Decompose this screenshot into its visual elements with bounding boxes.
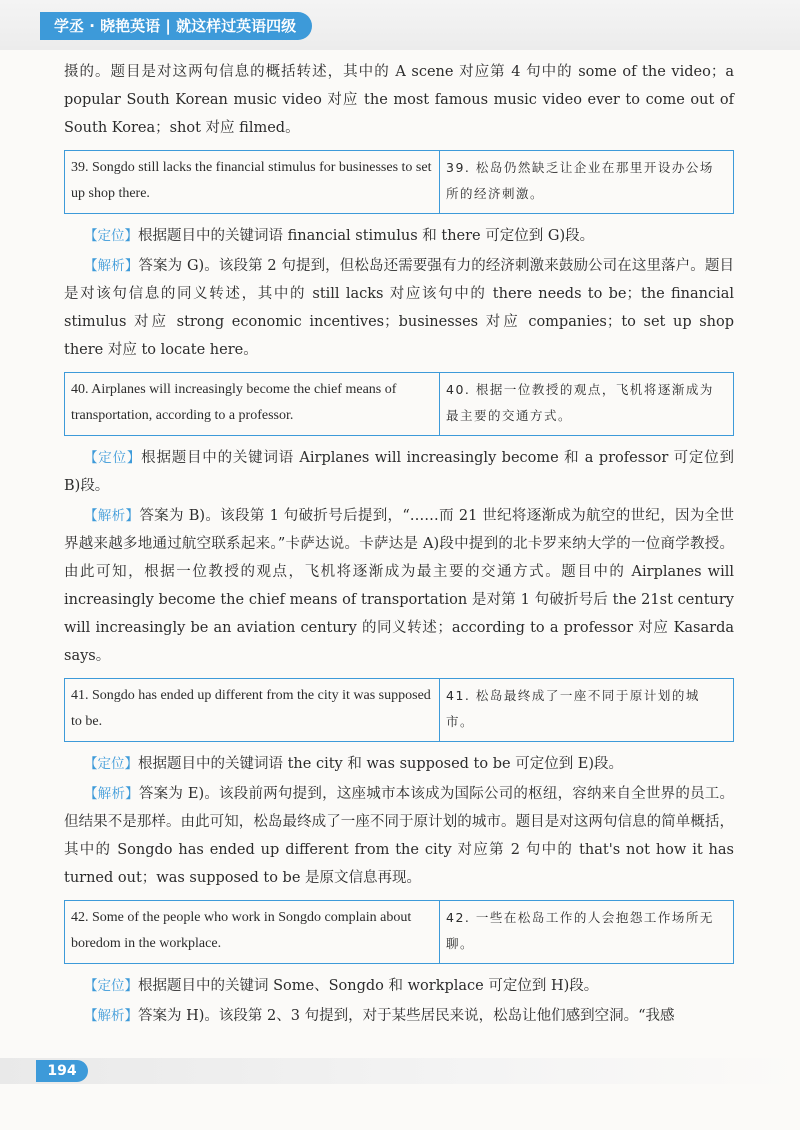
locate-paragraph [64,750,734,778]
locate-text: 根据题目中的关键词语 Airplanes will increasingly become 和 a professor 可定位到 B)段。 [64,450,735,494]
question-zh: 41. 松岛最终成了一座不同于原计划的城市。 [440,679,734,742]
analysis-label: 【解析】 [84,786,139,802]
question-en: 41. Songdo has ended up different from the city it was supposed to be. [65,679,440,742]
page-content [64,58,734,1032]
question-en: 42. Some of the people who work in Songdo complain about boredom in the workplace. [65,901,440,964]
locate-text: 根据题目中的关键词语 financial stimulus 和 there 可定位到 G)段。 [138,228,595,244]
page-number: 194 [36,1060,88,1082]
locate-text: 根据题目中的关键词 Some、Songdo 和 workplace 可定位到 H)段。 [138,978,599,994]
analysis-text: 答案为 E)。该段前两句提到，这座城市本该成为国际公司的枢纽，容纳来自全世界的员工。但结果不是那样。由此可知，松岛最终成了一座不同于原计划的城市。题目是对这两句信息的简单概括，其中的 Songdo has ended up different from the city 对应第 2 句中的 that's not how it has turned out；was supposed to be 是原文信息再现。 [64,786,735,886]
locate-label: 【定位】 [84,228,138,244]
analysis-text: 答案为 G)。该段第 2 句提到，但松岛还需要强有力的经济刺激来鼓励公司在这里落户。题目是对该句信息的同义转述，其中的 still lacks 对应该句中的 there needs to be；the financial stimulus 对应 strong economic incentives；businesses 对应 companies；to set up shop there 对应 to locate here。 [64,258,734,358]
question-box-42 [64,900,734,964]
intro-paragraph: 摄的。题目是对这两句信息的概括转述，其中的 A scene 对应第 4 句中的 some of the video；a popular South Korean music video 对应 the most famous music video ever to come out of South Korea；shot 对应 filmed。 [64,64,734,136]
question-en: 39. Songdo still lacks the financial stimulus for businesses to set up shop there. [65,151,440,214]
locate-label: 【定位】 [84,978,138,994]
question-zh: 40. 根据一位教授的观点，飞机将逐渐成为最主要的交通方式。 [440,373,734,436]
analysis-text: 答案为 H)。该段第 2、3 句提到，对于某些居民来说，松岛让他们感到空洞。“我感 [138,1008,675,1024]
question-zh: 42. 一些在松岛工作的人会抱怨工作场所无聊。 [440,901,734,964]
locate-paragraph [64,444,734,500]
question-zh: 39. 松岛仍然缺乏让企业在那里开设办公场所的经济刺激。 [440,151,734,214]
question-box-41 [64,678,734,742]
question-box-40 [64,372,734,436]
analysis-paragraph [64,780,734,892]
analysis-paragraph [64,1002,734,1030]
locate-label: 【定位】 [84,756,138,772]
question-box-39 [64,150,734,214]
footer-band [0,1058,800,1084]
locate-paragraph [64,972,734,1000]
locate-paragraph [64,222,734,250]
analysis-label: 【解析】 [84,508,140,524]
analysis-label: 【解析】 [84,258,139,274]
analysis-text: 答案为 B)。该段第 1 句破折号后提到，“……而 21 世纪将逐渐成为航空的世纪，因为全世界越来越多地通过航空联系起来。”卡萨达说。卡萨达是 A)段中提到的北卡罗来纳大学的一位商学教授。由此可知，根据一位教授的观点，飞机将逐渐成为最主要的交通方式。题目中的 Airplanes will increasingly become the chief means of transportation 是对第 1 句破折号后 the 21st century will increasingly be an aviation century 的同义转述；according to a professor 对应 Kasarda says。 [64,508,734,664]
book-title: 学丞 · 晓艳英语 | 就这样过英语四级 [40,12,312,40]
analysis-label: 【解析】 [84,1008,138,1024]
analysis-paragraph [64,252,734,364]
question-en: 40. Airplanes will increasingly become the chief means of transportation, according to a professor. [65,373,440,436]
analysis-paragraph [64,502,734,670]
locate-text: 根据题目中的关键词语 the city 和 was supposed to be 可定位到 E)段。 [138,756,624,772]
locate-label: 【定位】 [84,450,142,466]
